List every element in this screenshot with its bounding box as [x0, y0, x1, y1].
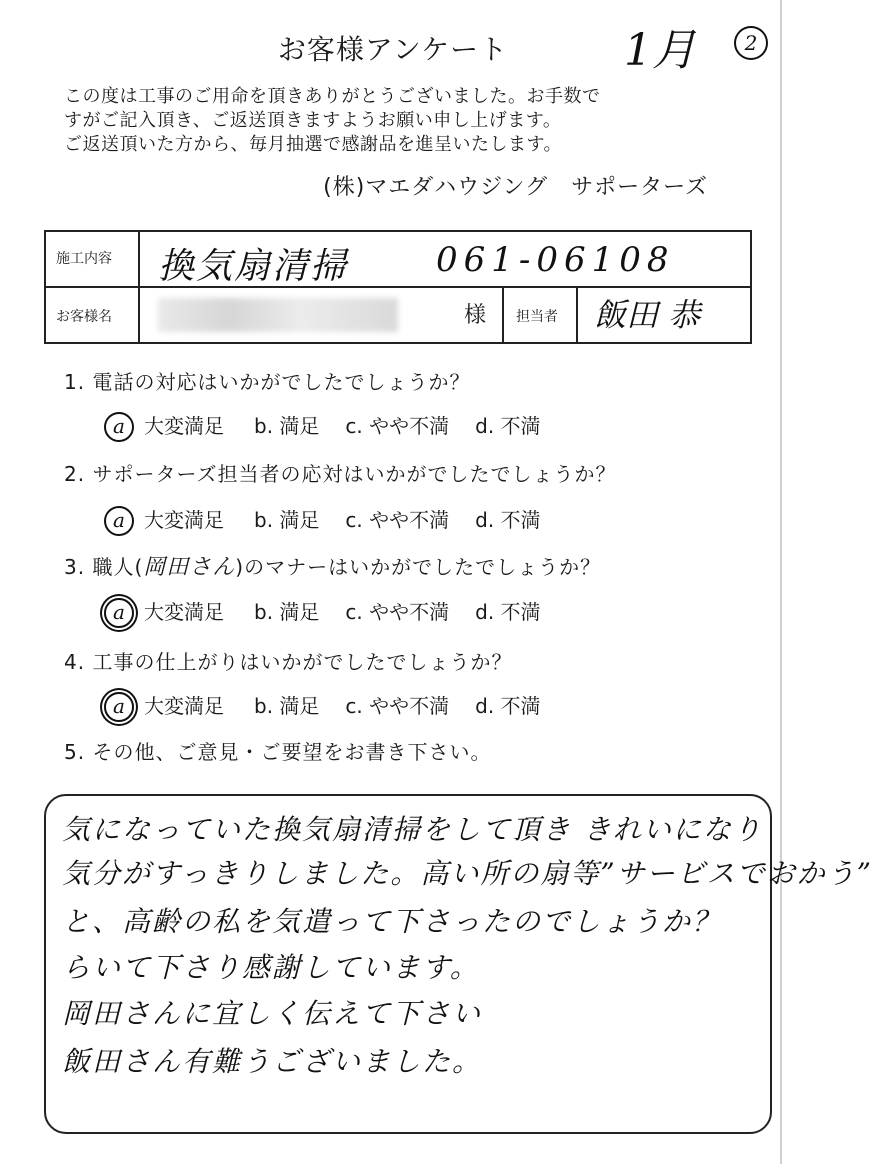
handwritten-craftsman-name: 岡田さん — [143, 555, 236, 580]
work-value: 換気扇清掃 — [158, 246, 349, 287]
comment-line-1: 気になっていた換気扇清掃をして頂き きれいになり — [62, 813, 763, 846]
comment-line-5: 岡田さんに宜しく伝えて下さい — [62, 997, 483, 1030]
option-b: b. 満足 — [254, 414, 320, 438]
company-name: (株)マエダハウジング サポーターズ — [323, 175, 708, 200]
selected-mark: a — [104, 598, 134, 628]
question-1: 1. 電話の対応はいかがでしたでしょうか？ — [64, 370, 471, 394]
page-title: お客様アンケート — [277, 33, 509, 66]
staff-divider — [576, 288, 578, 342]
option-c: c. やや不満 — [345, 694, 450, 718]
question-3: 3. 職人(岡田さん)のマナーはいかがでしたでしょうか？ — [64, 555, 602, 580]
staff-value: 飯田 恭 — [594, 296, 701, 334]
question-5: 5. その他、ご意見・ご要望をお書き下さい。 — [64, 740, 492, 764]
option-a: a 大変満足 — [104, 504, 224, 536]
scan-edge — [780, 0, 782, 1164]
work-label: 施工内容 — [56, 251, 112, 267]
work-code: 061-06108 — [436, 240, 675, 280]
option-d: d. 不満 — [475, 694, 541, 718]
answer-options-1 — [104, 410, 567, 442]
option-a: a 大変満足 — [104, 690, 224, 722]
option-d: d. 不満 — [475, 508, 541, 532]
honorific-divider — [502, 288, 504, 342]
info-table — [44, 230, 752, 344]
option-a: a 大変満足 — [104, 596, 224, 628]
handwritten-month: 1月 — [624, 25, 696, 76]
intro-line-3: ご返送頂いた方から、毎月抽選で感謝品を進呈いたします。 — [64, 134, 563, 155]
answer-options-2 — [104, 504, 567, 536]
option-b: b. 満足 — [254, 600, 320, 624]
question-2: 2. サポーターズ担当者の応対はいかがでしたでしょうか？ — [64, 462, 617, 486]
answer-options-4 — [104, 690, 567, 722]
selected-mark: a — [104, 692, 134, 722]
staff-label: 担当者 — [516, 309, 558, 325]
comment-line-4: らいて下さり感謝しています。 — [62, 951, 480, 984]
option-d: d. 不満 — [475, 600, 541, 624]
selected-mark: a — [104, 412, 134, 442]
option-c: c. やや不満 — [345, 414, 450, 438]
handwritten-circle-number: 2 — [734, 26, 768, 60]
row-divider — [46, 286, 750, 288]
label-divider — [138, 232, 140, 342]
honorific: 様 — [464, 303, 487, 328]
option-c: c. やや不満 — [345, 600, 450, 624]
comment-line-2: 気分がすっきりしました。高い所の扇等”サービスでおかう” — [62, 857, 873, 890]
comment-line-6: 飯田さん有難うございました。 — [62, 1045, 483, 1078]
option-b: b. 満足 — [254, 694, 320, 718]
option-c: c. やや不満 — [345, 508, 450, 532]
comment-line-3: と、高齢の私を気遣って下さったのでしょうか？ — [62, 905, 723, 938]
answer-options-3 — [104, 596, 567, 628]
option-d: d. 不満 — [475, 414, 541, 438]
question-4: 4. 工事の仕上がりはいかがでしたでしょうか？ — [64, 650, 513, 674]
customer-label: お客様名 — [56, 309, 112, 325]
intro-line-2: すがご記入頂き、ご返送頂きますようお願い申し上げます。 — [64, 110, 562, 131]
intro-line-1: この度は工事のご用命を頂きありがとうございました。お手数で — [64, 86, 601, 107]
selected-mark: a — [104, 506, 134, 536]
option-b: b. 満足 — [254, 508, 320, 532]
customer-name-redacted — [158, 298, 398, 332]
option-a: a 大変満足 — [104, 410, 224, 442]
